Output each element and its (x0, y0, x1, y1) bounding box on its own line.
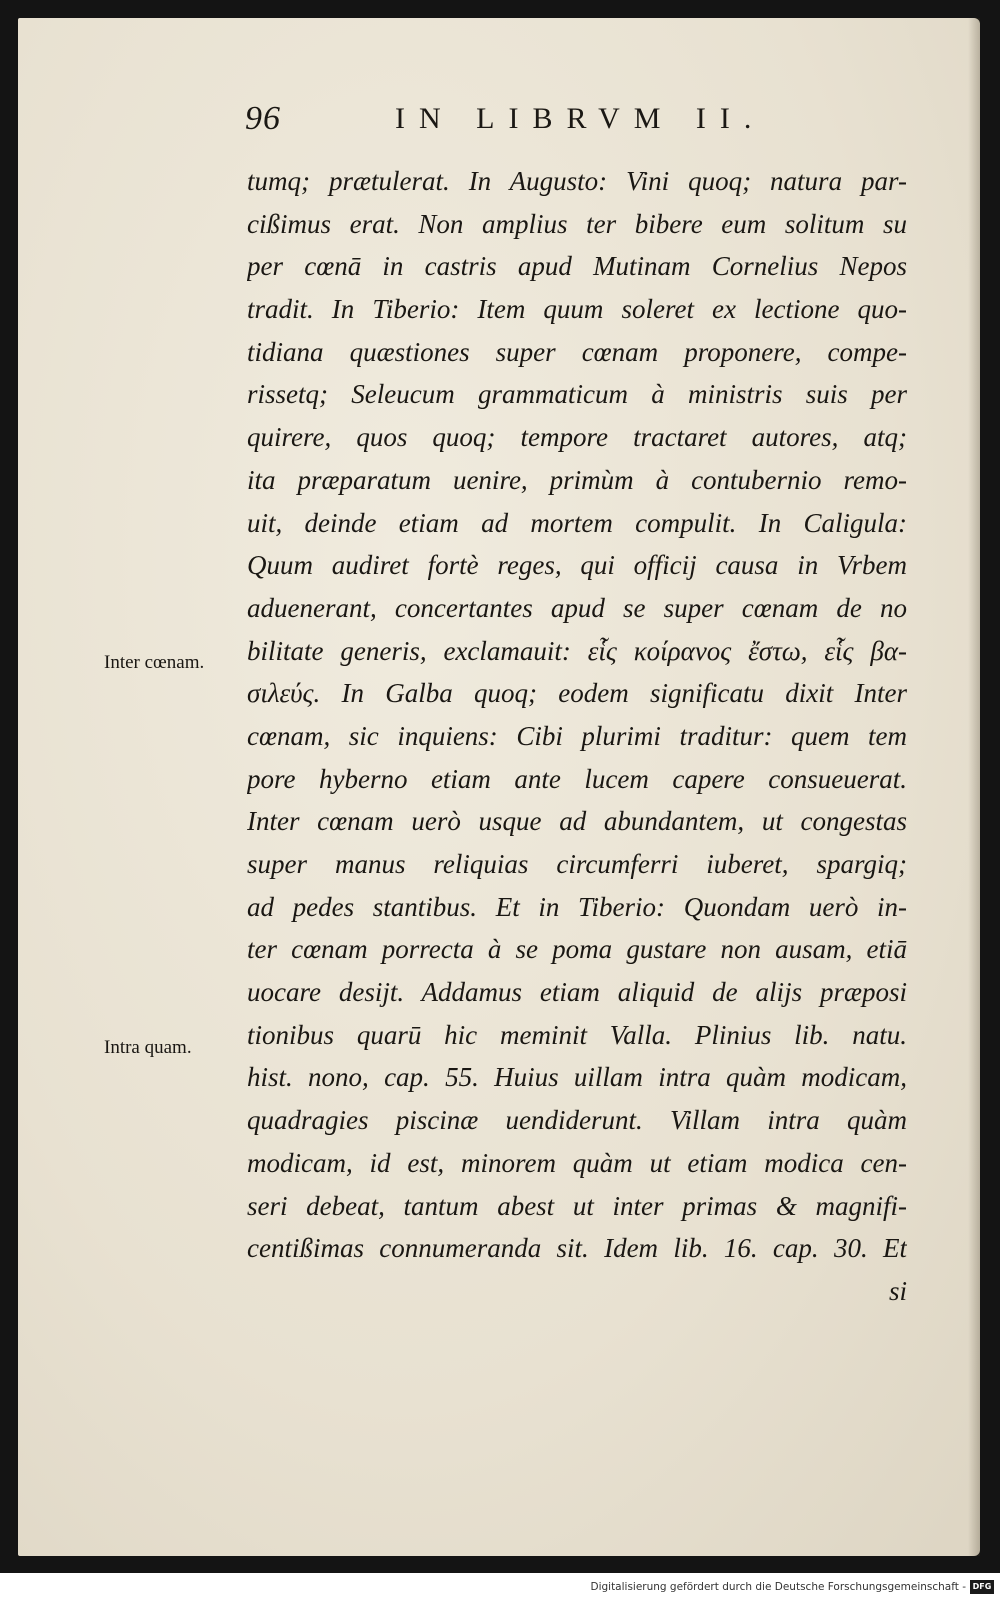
text-line: Inter cœnam uerò usque ad abundantem, ut congestas (247, 806, 907, 837)
text-line: seri debeat, tantum abest ut inter primas & magnifi- (247, 1190, 907, 1221)
text-line: ter cœnam porrecta à se poma gustare non ausam, etiā (247, 934, 907, 965)
text-line: bilitate generis, exclamauit: εἷς κοίρανος ἔστω, εἷς βα- (247, 635, 907, 666)
text-line: tumq; prætulerat. In Augusto: Vini quoq; natura par- (247, 166, 907, 196)
dfg-logo-icon: DFG (970, 1580, 994, 1594)
funding-notice: Digitalisierung gefördert durch die Deutsche Forschungsgemeinschaft - (590, 1581, 966, 1593)
text-line: Quum audiret fortè reges, qui officij causa in Vrbem (247, 550, 907, 581)
text-line: pore hyberno etiam ante lucem capere consueuerat. (247, 763, 907, 794)
text-line: uit, deinde etiam ad mortem compulit. In Caligula: (247, 507, 907, 538)
text-line: super manus reliquias circumferri iuberet, spargiq; (247, 849, 907, 879)
marginal-note-inter-coenam: Inter cœnam. (104, 652, 205, 673)
text-line: tradit. In Tiberio: Item quum soleret ex lectione quo- (247, 294, 907, 325)
text-line: rissetq; Seleucum grammaticum à ministris suis per (247, 379, 907, 410)
text-line: uocare desijt. Addamus etiam aliquid de alijs præposi (247, 977, 907, 1008)
body-text (247, 160, 907, 1313)
text-line: quadragies piscinæ uendiderunt. Villam intra quàm (247, 1105, 907, 1136)
running-head (245, 100, 865, 150)
text-line: centißimas connumeranda sit. Idem lib. 16. cap. 30. Et (247, 1233, 907, 1264)
text-line: per cœnā in castris apud Mutinam Cornelius Nepos (247, 251, 907, 282)
page-edge-shadow (968, 18, 980, 1556)
footer-bar (0, 1573, 1000, 1599)
text-line: quirere, quos quoq; tempore tractaret autores, atq; (247, 422, 907, 453)
text-line: cœnam, sic inquiens: Cibi plurimi traditur: quem tem (247, 720, 907, 751)
text-line: aduenerant, concertantes apud se super cœnam de no (247, 592, 907, 623)
page-number: 96 (245, 100, 281, 137)
text-line: modicam, id est, minorem quàm ut etiam modica cen- (247, 1147, 907, 1178)
text-line: tionibus quarū hic meminit Valla. Plinius lib. natu. (247, 1019, 907, 1050)
text-line: tidiana quæstiones super cœnam proponere, compe- (247, 336, 907, 367)
running-title: IN LIBRVM II. (395, 102, 766, 135)
text-line: σιλεύς. In Galba quoq; eodem significatu dixit Inter (247, 678, 907, 709)
catchword: si (888, 1275, 907, 1306)
text-line: ita præparatum uenire, primùm à contubernio remo- (247, 464, 907, 495)
marginal-note-intra-quam: Intra quam. (104, 1037, 192, 1058)
text-line: ad pedes stantibus. Et in Tiberio: Quondam uerò in- (247, 891, 907, 922)
text-line: cißimus erat. Non amplius ter bibere eum solitum su (247, 208, 907, 239)
text-line: hist. nono, cap. 55. Huius uillam intra quàm modicam, (247, 1062, 907, 1093)
